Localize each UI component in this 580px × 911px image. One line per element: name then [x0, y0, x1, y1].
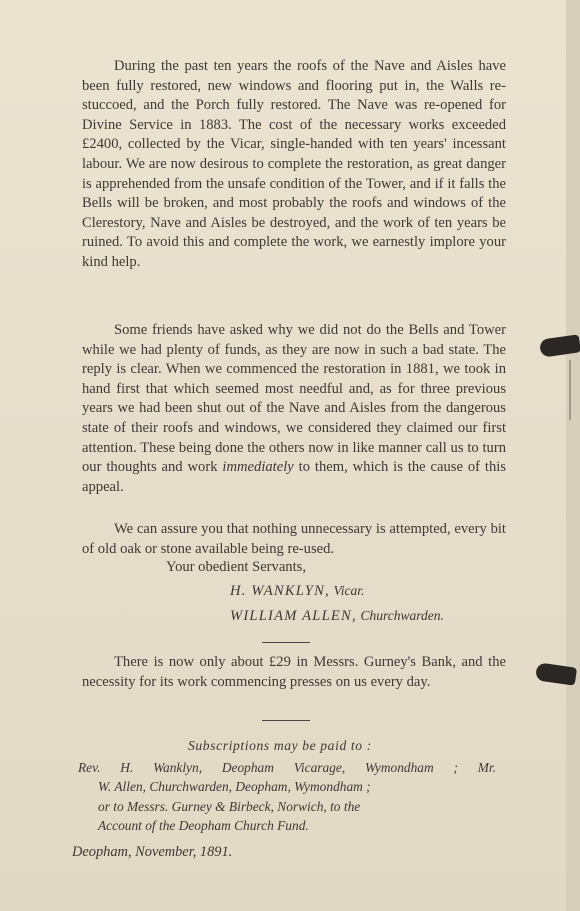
appeal-paragraph-2: [82, 321, 506, 497]
paragraph-text-end: to them, which is the cause of this appeal.: [82, 459, 506, 495]
paragraph-text: Some friends have asked why we did not do the Bells and Tower while we had plenty of funds, as they are now in such a bad state. The reply is clear. When we commenced the restoration in 1881, we took in hand first that which seemed most needful and, as for three previous years we had been shut out of the Nave and Aisles from the dangerous state of their roofs and windows, we considered they claimed our first attention. These being done the others now in like manner call us to turn our thoughts and work: [82, 322, 506, 476]
signatory-role: Vicar.: [333, 583, 365, 598]
paragraph-text: We can assure you that nothing unnecessary is attempted, every bit of old oak or stone available being re-used.: [82, 521, 506, 557]
signatory-name: WILLIAM ALLEN,: [230, 608, 357, 624]
page-edge: [566, 0, 580, 911]
dateline: Deopham, November, 1891.: [72, 844, 233, 860]
subscriptions-line: Rev. H. Wanklyn, Deopham Vicarage, Wymondham ; Mr.: [78, 760, 496, 775]
divider-rule: [262, 642, 310, 643]
page-edge-shadow: [569, 360, 571, 420]
closing-salutation: Your obedient Servants,: [166, 559, 306, 575]
appeal-paragraph-1: [82, 57, 506, 273]
signatory-role: Churchwarden.: [360, 608, 444, 623]
signature-vicar: [230, 583, 364, 600]
subscriptions-line: W. Allen, Churchwarden, Deopham, Wymondham ;: [98, 779, 371, 795]
subscriptions-heading: Subscriptions may be paid to :: [188, 738, 372, 753]
signatory-name: H. WANKLYN,: [230, 583, 330, 599]
subscriptions-line: Account of the Deopham Church Fund.: [98, 818, 309, 834]
paragraph-text: There is now only about £29 in Messrs. Gurney's Bank, and the necessity for its work commencing presses on us every day.: [82, 654, 506, 690]
appeal-paragraph-3: [82, 520, 506, 559]
bank-note-paragraph: [82, 653, 506, 692]
divider-rule: [262, 720, 310, 721]
subscriptions-details: [78, 758, 496, 836]
signature-churchwarden: [230, 608, 444, 625]
paragraph-text: During the past ten years the roofs of the Nave and Aisles have been fully restored, new windows and flooring put in, the Walls re-stuccoed, and the Porch fully restored. The Nave was re-opened for Divine Service in 1883. The cost of the necessary works exceeded £2400, collected by the Vicar, single-handed with ten years' incessant labour. We are now desirous to complete the restoration, as great danger is apprehended from the unsafe condition of the Tower, and if it falls the Bells will be broken, and most probably the roofs and windows of the Clerestory, Nave and Aisles be destroyed, and the work of ten years be ruined. To avoid this and complete the work, we earnestly implore your kind help.: [82, 58, 506, 270]
subscriptions-line: or to Messrs. Gurney & Birbeck, Norwich, to the: [98, 798, 361, 814]
emphasis-text: immediately: [222, 459, 294, 476]
